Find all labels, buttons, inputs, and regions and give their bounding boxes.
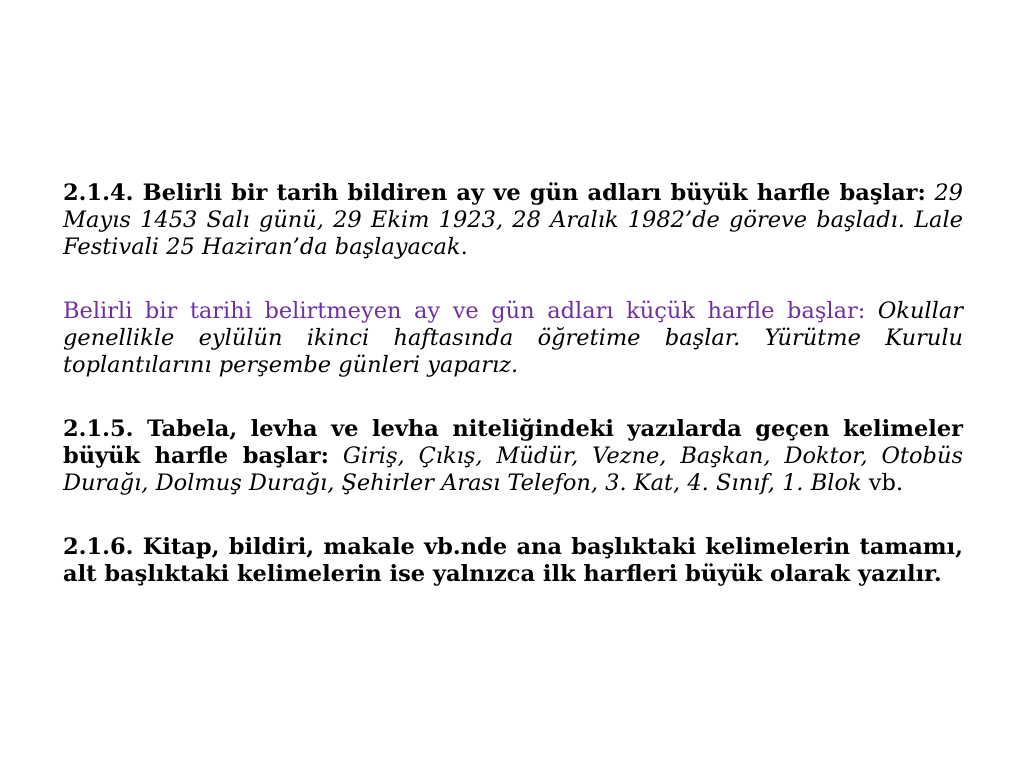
- rule-example: Okullar genellikle eylülün ikinci haftasında öğretime başlar. Yürütme Kurulu toplantılarını perşembe günleri yaparız.: [63, 298, 963, 378]
- rule-example: 29 Mayıs 1453 Salı günü, 29 Ekim 1923, 28 Aralık 1982’de göreve başladı. Lale Festivali 25 Haziran’da başlayacak: [63, 180, 963, 260]
- rule-lead: Belirli bir tarihi belirtmeyen ay ve gün adları küçük harfle başlar:: [63, 298, 866, 324]
- slide-content: [63, 180, 963, 625]
- rule-heading: 2.1.4. Belirli bir tarih bildiren ay ve gün adları büyük harfle başlar:: [63, 180, 926, 206]
- rule-tail: .: [460, 234, 468, 260]
- paragraph-lowercase-rule: [63, 298, 963, 379]
- paragraph-rule-2-1-6: [63, 534, 963, 588]
- paragraph-rule-2-1-5: [63, 416, 963, 497]
- rule-tail: vb.: [861, 470, 904, 496]
- rule-heading: 2.1.5. Tabela, levha ve levha niteliğindeki yazılarda geçen kelimeler büyük harfle başlar:: [63, 416, 963, 469]
- rule-heading: 2.1.6. Kitap, bildiri, makale vb.nde ana başlıktaki kelimelerin tamamı, alt başlıktaki kelimelerin ise yalnızca ilk harfleri büyük olarak yazılır.: [63, 534, 963, 587]
- paragraph-rule-2-1-4: [63, 180, 963, 261]
- rule-example: Giriş, Çıkış, Müdür, Vezne, Başkan, Doktor, Otobüs Durağı, Dolmuş Durağı, Şehirler Arası Telefon, 3. Kat, 4. Sınıf, 1. Blok: [63, 443, 964, 496]
